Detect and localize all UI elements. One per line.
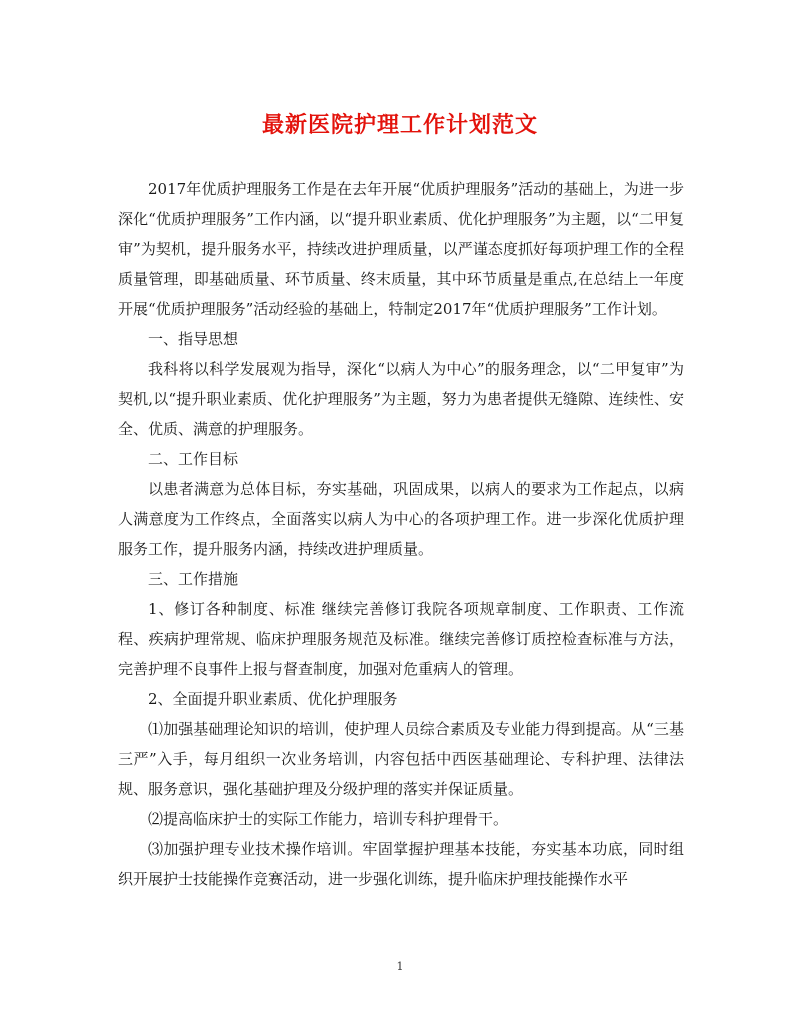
measure-2-item-3: ⑶加强护理专业技术操作培训。牢固掌握护理基本技能，夯实基本功底，同时组织开展护士技能操作竞赛活动，进一步强化训练，提升临床护理技能操作水平 bbox=[118, 840, 684, 888]
section-heading-work-goals: 二、工作目标 bbox=[148, 450, 239, 468]
intro-paragraph: 2017年优质护理服务工作是在去年开展“优质护理服务”活动的基础上，为进一步深化“优质护理服务”工作内涵，以“提升职业素质、优化护理服务”为主题，以“二甲复审”为契机，提升服务水平，持续改进护理质量，以严谨态度抓好每项护理工作的全程质量管理，即基础质量、环节质量、终末质量，其中环节质量是重点,在总结上一年度开展“优质护理服务”活动经验的基础上，特制定2017年“优质护理服务”工作计划。 bbox=[118, 180, 684, 318]
guiding-thought-paragraph: 我科将以科学发展观为指导，深化“以病人为中心”的服务理念，以“二甲复审”为契机,以“提升职业素质、优化护理服务”为主题，努力为患者提供无缝隙、连续性、安全、优质、满意的护理服务。 bbox=[118, 360, 684, 438]
document-body bbox=[118, 174, 684, 894]
document-title: 最新医院护理工作计划范文 bbox=[261, 112, 538, 138]
measure-2-heading: 2、全面提升职业素质、优化护理服务 bbox=[148, 690, 398, 708]
section-heading-work-measures: 三、工作措施 bbox=[148, 570, 239, 588]
measure-2-item-2: ⑵提高临床护士的实际工作能力，培训专科护理骨干。 bbox=[148, 810, 509, 828]
page-number: 1 bbox=[396, 960, 404, 973]
work-goals-paragraph: 以患者满意为总体目标，夯实基础，巩固成果，以病人的要求为工作起点，以病人满意度为工作终点，全面落实以病人为中心的各项护理工作。进一步深化优质护理服务工作，提升服务内涵，持续改进护理质量。 bbox=[118, 480, 684, 558]
measure-1-paragraph: 1、修订各种制度、标准 继续完善修订我院各项规章制度、工作职责、工作流程、疾病护理常规、临床护理服务规范及标准。继续完善修订质控检查标准与方法，完善护理不良事件上报与督查制度，加强对危重病人的管理。 bbox=[118, 600, 684, 678]
section-heading-guiding-thought: 一、指导思想 bbox=[148, 330, 239, 348]
measure-2-item-1: ⑴加强基础理论知识的培训，使护理人员综合素质及专业能力得到提高。从“三基三严”入手，每月组织一次业务培训，内容包括中西医基础理论、专科护理、法律法规、服务意识，强化基础护理及分级护理的落实并保证质量。 bbox=[118, 720, 684, 798]
